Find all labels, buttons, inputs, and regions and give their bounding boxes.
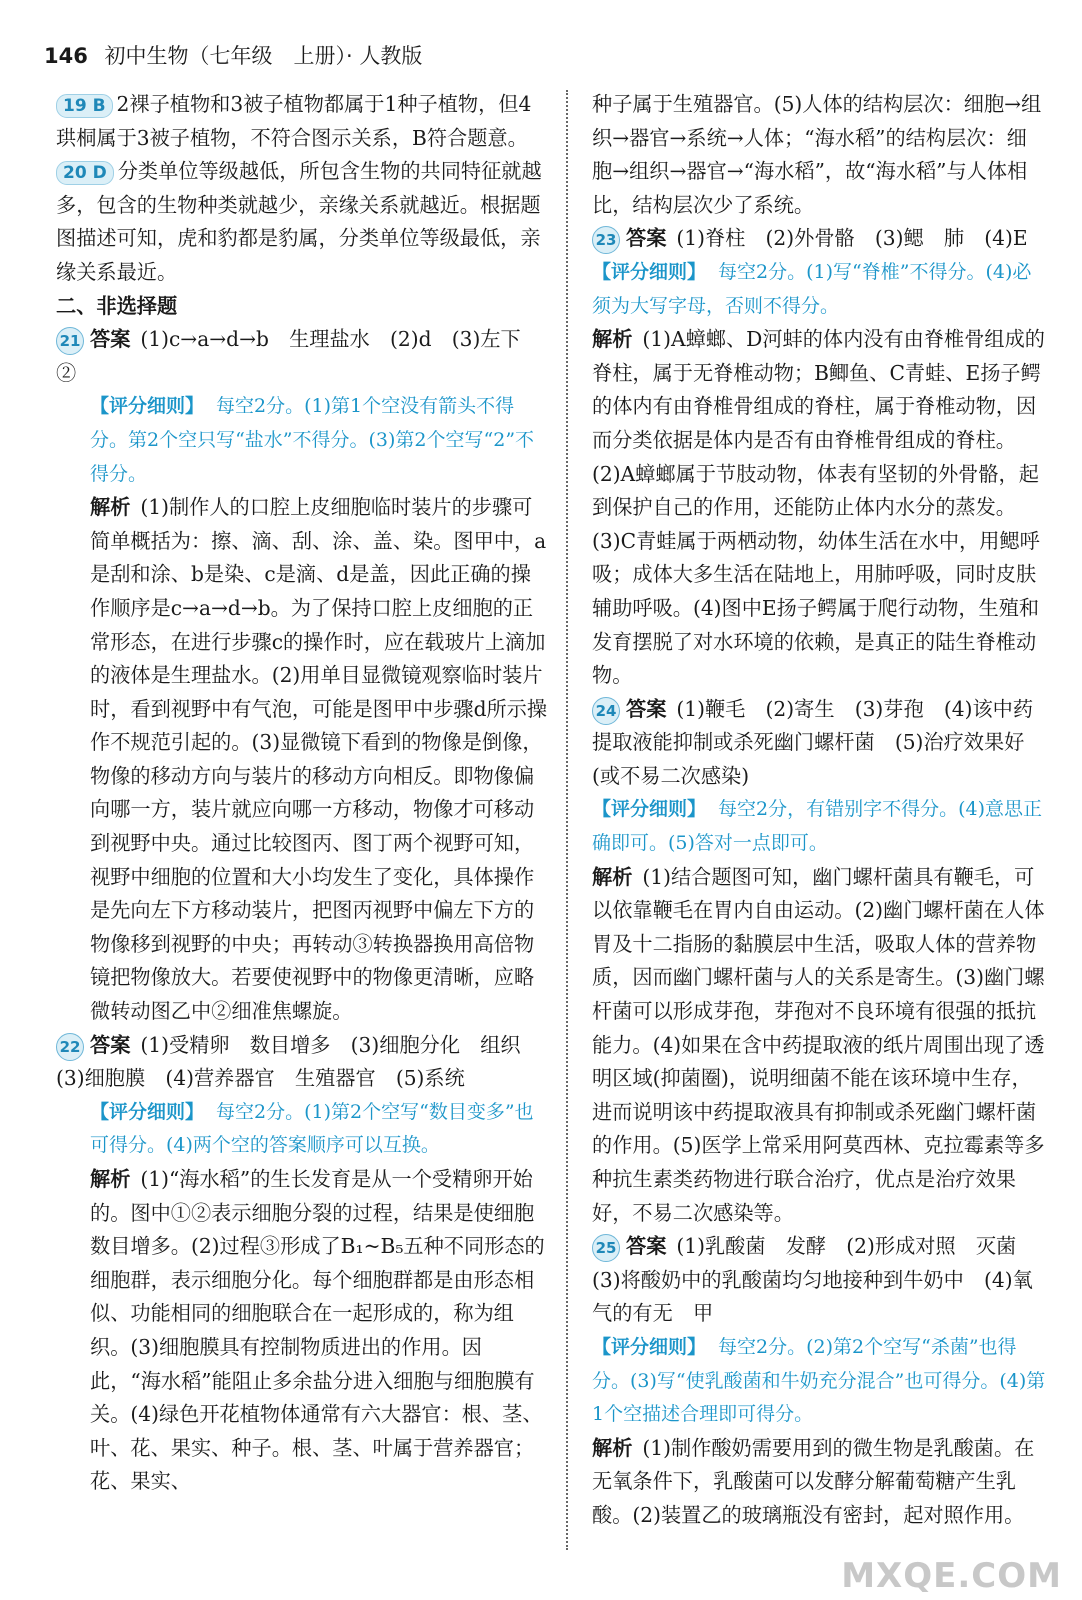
question-number: 24: [592, 697, 620, 725]
q23-grading-text: 每空2分。(1)写“脊椎”不得分。(4)必须为大写字母，否则不得分。: [592, 260, 1032, 317]
question-number: 23: [592, 226, 620, 254]
question-number: 19 B: [56, 94, 113, 118]
right-column: [592, 88, 1046, 1533]
answer-label: 答案: [626, 696, 667, 721]
q25-explanation-text: (1)制作酸奶需要用到的微生物是乳酸菌。在无氧条件下，乳酸菌可以发酵分解葡萄糖产生乳酸。(2)装置乙的玻璃瓶没有密封，起对照作用。: [592, 1435, 1035, 1527]
question-number: 25: [592, 1234, 620, 1262]
answer-label: 答案: [626, 1234, 667, 1259]
q24-answer-text: (1)鞭毛 (2)寄生 (3)芽孢 (4)该中药提取液能抑制或杀死幽门螺杆菌 (5)治疗效果好(或不易二次感染): [592, 696, 1034, 788]
page-number: 146: [44, 44, 88, 68]
grading-label: 【评分细则】: [592, 260, 707, 283]
q24-answer: [592, 693, 1046, 794]
page-header: [44, 40, 422, 70]
q19-block: [56, 88, 550, 155]
q21-explanation: [56, 491, 550, 1029]
answer-label: 答案: [90, 327, 131, 352]
question-number: 20 D: [56, 161, 114, 185]
grading-label: 【评分细则】: [592, 1335, 707, 1358]
q21-answer-text: (1)c→a→d→b 生理盐水 (2)d (3)左下 ②: [56, 327, 541, 385]
q20-block: [56, 155, 550, 289]
q21-grading: [56, 390, 550, 491]
q23-explanation: [592, 323, 1046, 693]
q25-explanation: [592, 1432, 1046, 1533]
explanation-label: 解析: [90, 495, 131, 520]
q23-explanation-text: (1)A蟑螂、D河蚌的体内没有由脊椎骨组成的脊柱，属于无脊椎动物；B鲫鱼、C青蛙、E扬子鳄的体内有由脊椎骨组成的脊柱，属于脊椎动物，因而分类依据是体内是否有由脊椎骨组成的脊柱。(2)A蟑螂属于节肢动物，体表有坚韧的外骨骼，起到保护自己的作用，还能防止体内水分的蒸发。(3)C青蛙属于两栖动物，幼体生活在水中，用鳃呼吸；成体大多生活在陆地上，用肺呼吸，同时皮肤辅助呼吸。(4)图中E扬子鳄属于爬行动物，生殖和发育摆脱了对水环境的依赖，是真正的陆生脊椎动物。: [592, 327, 1045, 688]
q22-explanation-continued: 种子属于生殖器官。(5)人体的结构层次：细胞→组织→器官→系统→人体；“海水稻”的结构层次：细胞→组织→器官→“海水稻”，故“海水稻”与人体相比，结构层次少了系统。: [592, 92, 1042, 217]
q20-text: 分类单位等级越低，所包含生物的共同特征就越多，包含的生物种类就越少，亲缘关系就越近。根据题图描述可知，虎和豹都是豹属，分类单位等级最低，亲缘关系最近。: [56, 159, 542, 284]
q25-answer: [592, 1230, 1046, 1331]
q22-answer: [56, 1029, 550, 1096]
explanation-label: 解析: [90, 1167, 131, 1191]
q25-grading-text: 每空2分。(2)第2个空写“杀菌”也得分。(3)写“使乳酸菌和牛奶充分混合”也可得分。(4)第1个空描述合理即可得分。: [592, 1335, 1046, 1426]
answer-label: 答案: [626, 226, 667, 251]
explanation-label: 解析: [592, 327, 633, 352]
q23-answer: [592, 222, 1046, 256]
answer-label: 答案: [90, 1032, 131, 1057]
q22-grading: [56, 1096, 550, 1163]
column-divider: [566, 90, 568, 1550]
book-title: 初中生物（七年级 上册）· 人教版: [104, 44, 423, 68]
q22-answer-text: (1)受精卵 数目增多 (3)细胞分化 组织 (3)细胞膜 (4)营养器官 生殖器官 (5)系统: [56, 1032, 541, 1091]
explanation-label: 解析: [592, 864, 633, 889]
q25-answer-text: (1)乳酸菌 发酵 (2)形成对照 灭菌 (3)将酸奶中的乳酸菌均匀地接种到牛奶中 (4)氧气的有无 甲: [592, 1234, 1037, 1326]
left-column: [56, 88, 550, 1499]
q22-explanation: [56, 1163, 550, 1499]
grading-label: 【评分细则】: [592, 798, 707, 821]
section-heading: 二、非选择题: [56, 293, 178, 318]
q24-explanation-text: (1)结合题图可知，幽门螺杆菌具有鞭毛，可以依靠鞭毛在胃内自由运动。(2)幽门螺杆菌在人体胃及十二指肠的黏膜层中生活，吸取人体的营养物质，因而幽门螺杆菌与人的关系是寄生。(3)幽门螺杆菌可以形成芽孢，芽孢对不良环境有很强的抵抗能力。(4)如果在含中药提取液的纸片周围出现了透明区域(抑菌圈)，说明细菌不能在该环境中生存，进而说明该中药提取液具有抑制或杀死幽门螺杆菌的作用。(5)医学上常采用阿莫西林、克拉霉素等多种抗生素类药物进行联合治疗，优点是治疗效果好，不易二次感染等。: [592, 864, 1045, 1225]
grading-label: 【评分细则】: [90, 395, 205, 418]
question-number: 22: [56, 1033, 84, 1061]
q21-grading-text: 每空2分。(1)第1个空没有箭头不得分。第2个空只写“盐水”不得分。(3)第2个空写“2”不得分。: [90, 395, 535, 485]
question-number: 21: [56, 327, 84, 355]
q19-text: 2裸子植物和3被子植物都属于1种子植物，但4珙桐属于3被子植物，不符合图示关系，B符合题意。: [56, 92, 532, 150]
q23-answer-text: (1)脊柱 (2)外骨骼 (3)鳃 肺 (4)E: [676, 226, 1028, 251]
explanation-label: 解析: [592, 1435, 633, 1460]
q21-answer: [56, 323, 550, 390]
q25-grading: [592, 1331, 1046, 1432]
q21-explanation-text: (1)制作人的口腔上皮细胞临时装片的步骤可简单概括为：擦、滴、刮、涂、盖、染。图甲中，a是刮和涂、b是染、c是滴、d是盖，因此正确的操作顺序是c→a→d→b。为了保持口腔上皮细胞的正常形态，在进行步骤c的操作时，应在载玻片上滴加的液体是生理盐水。(2)用单目显微镜观察临时装片时，看到视野中有气泡，可能是图甲中步骤d所示操作不规范引起的。(3)显微镜下看到的物像是倒像，物像的移动方向与装片的移动方向相反。即物像偏向哪一方，装片就应向哪一方移动，物像才可移动到视野中央。通过比较图丙、图丁两个视野可知，视野中细胞的位置和大小均发生了变化，具体操作是先向左下方移动装片，把图丙视野中偏左下方的物像移到视野的中央；再转动③转换器换用高倍物镜把物像放大。若要使视野中的物像更清晰，应略微转动图乙中②细准焦螺旋。: [90, 495, 548, 1024]
grading-label: 【评分细则】: [90, 1100, 205, 1123]
watermark: MXQE.COM: [841, 1556, 1062, 1596]
q24-grading-text: 每空2分，有错别字不得分。(4)意思正确即可。(5)答对一点即可。: [592, 798, 1043, 855]
q22-grading-text: 每空2分。(1)第2个空写“数目变多”也可得分。(4)两个空的答案顺序可以互换。: [90, 1100, 534, 1157]
q22-explanation-text: (1)“海水稻”的生长发育是从一个受精卵开始的。图中①②表示细胞分裂的过程，结果是使细胞数目增多。(2)过程③形成了B₁~B₅五种不同形态的细胞群，表示细胞分化。每个细胞群都是由形态相似、功能相同的细胞联合在一起形成的，称为组织。(3)细胞膜具有控制物质进出的作用。因此，“海水稻”能阻止多余盐分进入细胞与细胞膜有关。(4)绿色开花植物体通常有六大器官：根、茎、叶、花、果实、种子。根、茎、叶属于营养器官；花、果实、: [90, 1167, 545, 1494]
q23-grading: [592, 256, 1046, 323]
q24-grading: [592, 793, 1046, 860]
q24-explanation: [592, 861, 1046, 1231]
